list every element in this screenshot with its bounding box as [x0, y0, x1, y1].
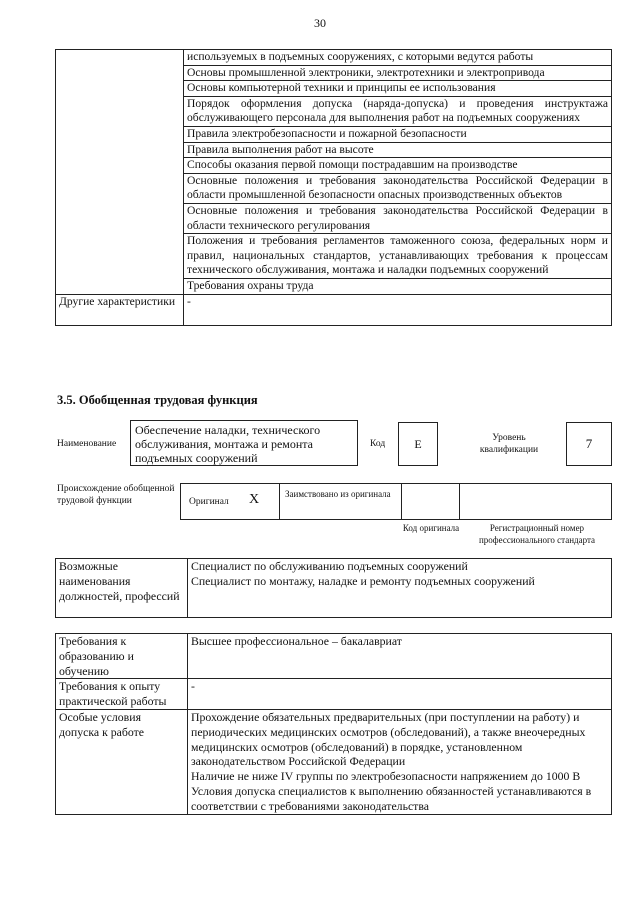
positions-table [55, 558, 612, 618]
knowledge-item: Порядок оформления допуска (наряда-допуска) и проведения инструктажа обслуживающего персонала для выполнения работ на подъемных сооружениях [184, 96, 612, 126]
other-characteristics-label: Другие характеристики [56, 294, 184, 325]
table-row [56, 294, 612, 325]
table-row [56, 634, 612, 679]
level-label: Уровень квалификации [479, 433, 539, 455]
code-label: Код [370, 439, 386, 449]
knowledge-item: Правила электробезопасности и пожарной безопасности [184, 126, 612, 142]
requirements-table [55, 633, 612, 815]
knowledge-item: Основные положения и требования законодательства Российской Федерации в области технического регулирования [184, 203, 612, 233]
knowledge-item: Основные положения и требования законодательства Российской Федерации в области промышленной безопасности опасных производственных объектов [184, 173, 612, 203]
section-title: 3.5. Обобщенная трудовая функция [57, 393, 258, 407]
original-label: Оригинал [189, 497, 229, 507]
name-label: Наименование [57, 439, 117, 449]
requirement-label: Требования к образованию и обучению [56, 634, 188, 679]
origin-box [180, 483, 612, 520]
knowledge-item: Положения и требования регламентов таможенного союза, федеральных норм и правил, национальных стандартов, устанавливающих требования к процессам технического обслуживания, монтажа и наладки подъемных сооружений [184, 234, 612, 279]
origin-label: Происхождение обобщенной трудовой функции [57, 484, 175, 506]
knowledge-item: Правила выполнения работ на высоте [184, 142, 612, 158]
code-value: E [414, 437, 422, 451]
divider [279, 483, 280, 520]
function-name: Обеспечение наладки, технического обслуживания, монтажа и ремонта подъемных сооружений [135, 423, 321, 465]
code-original-label: Код оригинала [402, 523, 460, 533]
positions-cell [188, 559, 612, 618]
requirement-label: Особые условия допуска к работе [56, 709, 188, 814]
positions-label: Возможные наименования должностей, профессий [56, 559, 188, 618]
knowledge-item: Основы промышленной электроники, электротехники и электропривода [184, 65, 612, 81]
knowledge-item: Способы оказания первой помощи пострадавшим на производстве [184, 158, 612, 174]
reg-number-label: Регистрационный номер профессионального стандарта [478, 523, 596, 545]
requirement-value: Прохождение обязательных предварительных (при поступлении на работу) и периодических медицинских осмотров (обследований), а также внеочередных медицинских осмотров (обследований) в порядке, установленном законодательством Российской Федерации Наличие не ниже IV группы по электробезопасности напряжением до 1000 В Условия допуска специалистов к выполнению обязанностей устанавливаются в соответствии с требованиями законодательства [188, 709, 612, 814]
code-box [398, 422, 438, 466]
original-mark: X [249, 492, 260, 507]
function-name-box [130, 420, 358, 466]
knowledge-table [55, 49, 612, 326]
divider [401, 483, 402, 520]
level-value: 7 [585, 436, 593, 451]
requirement-value: - [188, 679, 612, 710]
knowledge-item: Основы компьютерной техники и принципы ее использования [184, 81, 612, 97]
table-row [56, 50, 612, 66]
divider [459, 483, 460, 520]
borrowed-label: Заимствовано из оригинала [285, 489, 391, 499]
table-row [56, 559, 612, 618]
page-number: 30 [314, 16, 326, 30]
blank-cell [56, 50, 184, 295]
other-characteristics-value: - [184, 294, 612, 325]
table-row [56, 709, 612, 814]
requirement-label: Требования к опыту практической работы [56, 679, 188, 710]
table-row [56, 679, 612, 710]
requirement-value: Высшее профессиональное – бакалавриат [188, 634, 612, 679]
knowledge-item: используемых в подъемных сооружениях, с которыми ведутся работы [184, 50, 612, 66]
level-box [566, 422, 612, 466]
position-item: Специалист по обслуживанию подъемных сооружений [191, 559, 468, 573]
position-item: Специалист по монтажу, наладке и ремонту подъемных сооружений [191, 573, 535, 588]
knowledge-item: Требования охраны труда [184, 278, 612, 294]
